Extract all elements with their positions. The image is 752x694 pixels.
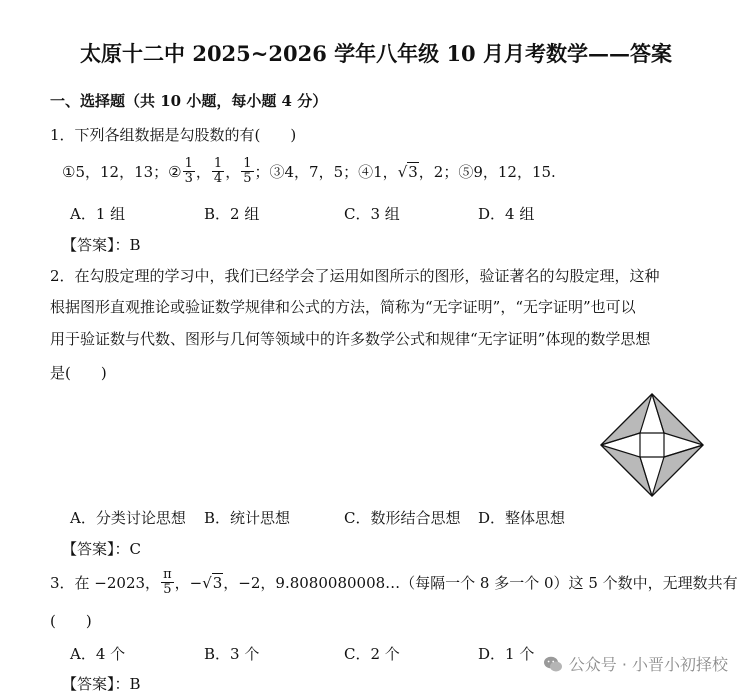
q3-answer: 【答案】：B [62, 675, 141, 693]
q2-line-4: 是( ) [50, 364, 107, 382]
q1-frac1-num: 1 [184, 156, 193, 171]
q3-stem [50, 568, 738, 597]
q3-mid-a: ，− [174, 574, 203, 592]
q1-option-d: D．4 组 [478, 205, 535, 223]
q2-line-3: 用于验证数与代数、图形与几何等领域中的许多数学公式和规律“无字证明”体现的数学思想 [50, 330, 651, 348]
q3-sqrt: √3 [202, 573, 223, 592]
q2-answer: 【答案】：C [62, 540, 141, 558]
pythagorean-proof-figure [597, 390, 707, 500]
q3-fraction [161, 568, 174, 597]
q1-option-c: C．3 组 [344, 205, 400, 223]
q2-option-d: D．整体思想 [478, 509, 566, 527]
q3-lead: 3．在 −2023， [50, 574, 161, 592]
q3-option-c: C．2 个 [344, 645, 400, 663]
q1-option-a: A．1 组 [70, 205, 126, 223]
q1-fraction-1 [183, 157, 195, 186]
q2-option-c: C．数形结合思想 [344, 509, 461, 527]
q1-list: ①5，12，13；② $\frac{1}{3}$ ， $\frac{1}{4}$ ， $\frac{1}{5}$ ；③4，7，5；④1， √3 ，2；⑤9，12，15. [62, 156, 556, 186]
q1-frac2-num: 1 [213, 156, 223, 171]
q1-frac3-num: 1 [243, 156, 252, 171]
q1-fraction-3 [241, 157, 253, 186]
q3-frac-den: 5 [163, 582, 172, 597]
q1-list-part-a: ①5，12，13；② [62, 163, 182, 181]
q1-frac1-den: 3 [184, 171, 193, 186]
q1-stem: 1．下列各组数据是勾股数的有( ) [50, 126, 297, 144]
q1-fraction-2 [212, 157, 224, 186]
wechat-logo-icon [543, 654, 563, 674]
page-title: 太原十二中 2025~2026 学年八年级 10 月月考数学——答案 [80, 41, 672, 66]
q1-frac2-den: 4 [213, 171, 223, 186]
q1-list-part-c: ，2；⑤9，12，15. [418, 163, 556, 181]
q1-list-part-b: ；③4，7，5；④1， [254, 163, 398, 181]
q3-option-b: B．3 个 [204, 645, 260, 663]
q3-paren: ( ) [50, 612, 92, 630]
q3-mid-b: ，−2，9.8080080008…（每隔一个 8 多一个 0）这 5 个数中，无理数共有 [223, 574, 738, 592]
section-heading: 一、选择题（共 10 小题，每小题 4 分） [50, 92, 328, 110]
q2-line-1: 2．在勾股定理的学习中，我们已经学会了运用如图所示的图形，验证著名的勾股定理，这种 [50, 267, 660, 285]
q2-line-2: 根据图形直观推论或验证数学规律和公式的方法，简称为“无字证明”，“无字证明”也可以 [50, 298, 636, 316]
q1-answer: 【答案】：B [62, 236, 141, 254]
q3-option-d: D．1 个 [478, 645, 535, 663]
q1-sqrt: √3 [397, 162, 418, 181]
q3-sqrt-radicand: 3 [212, 573, 223, 592]
q2-option-a: A．分类讨论思想 [70, 509, 186, 527]
q1-frac3-den: 5 [243, 171, 252, 186]
q1-sqrt-radicand: 3 [408, 162, 418, 181]
watermark-text: 公众号 · 小晋小初择校 [568, 655, 728, 674]
q3-option-a: A．4 个 [70, 645, 126, 663]
q3-frac-num: π [163, 567, 172, 582]
q2-option-b: B．统计思想 [204, 509, 291, 527]
q1-option-b: B．2 组 [204, 205, 260, 223]
watermark [543, 652, 728, 675]
